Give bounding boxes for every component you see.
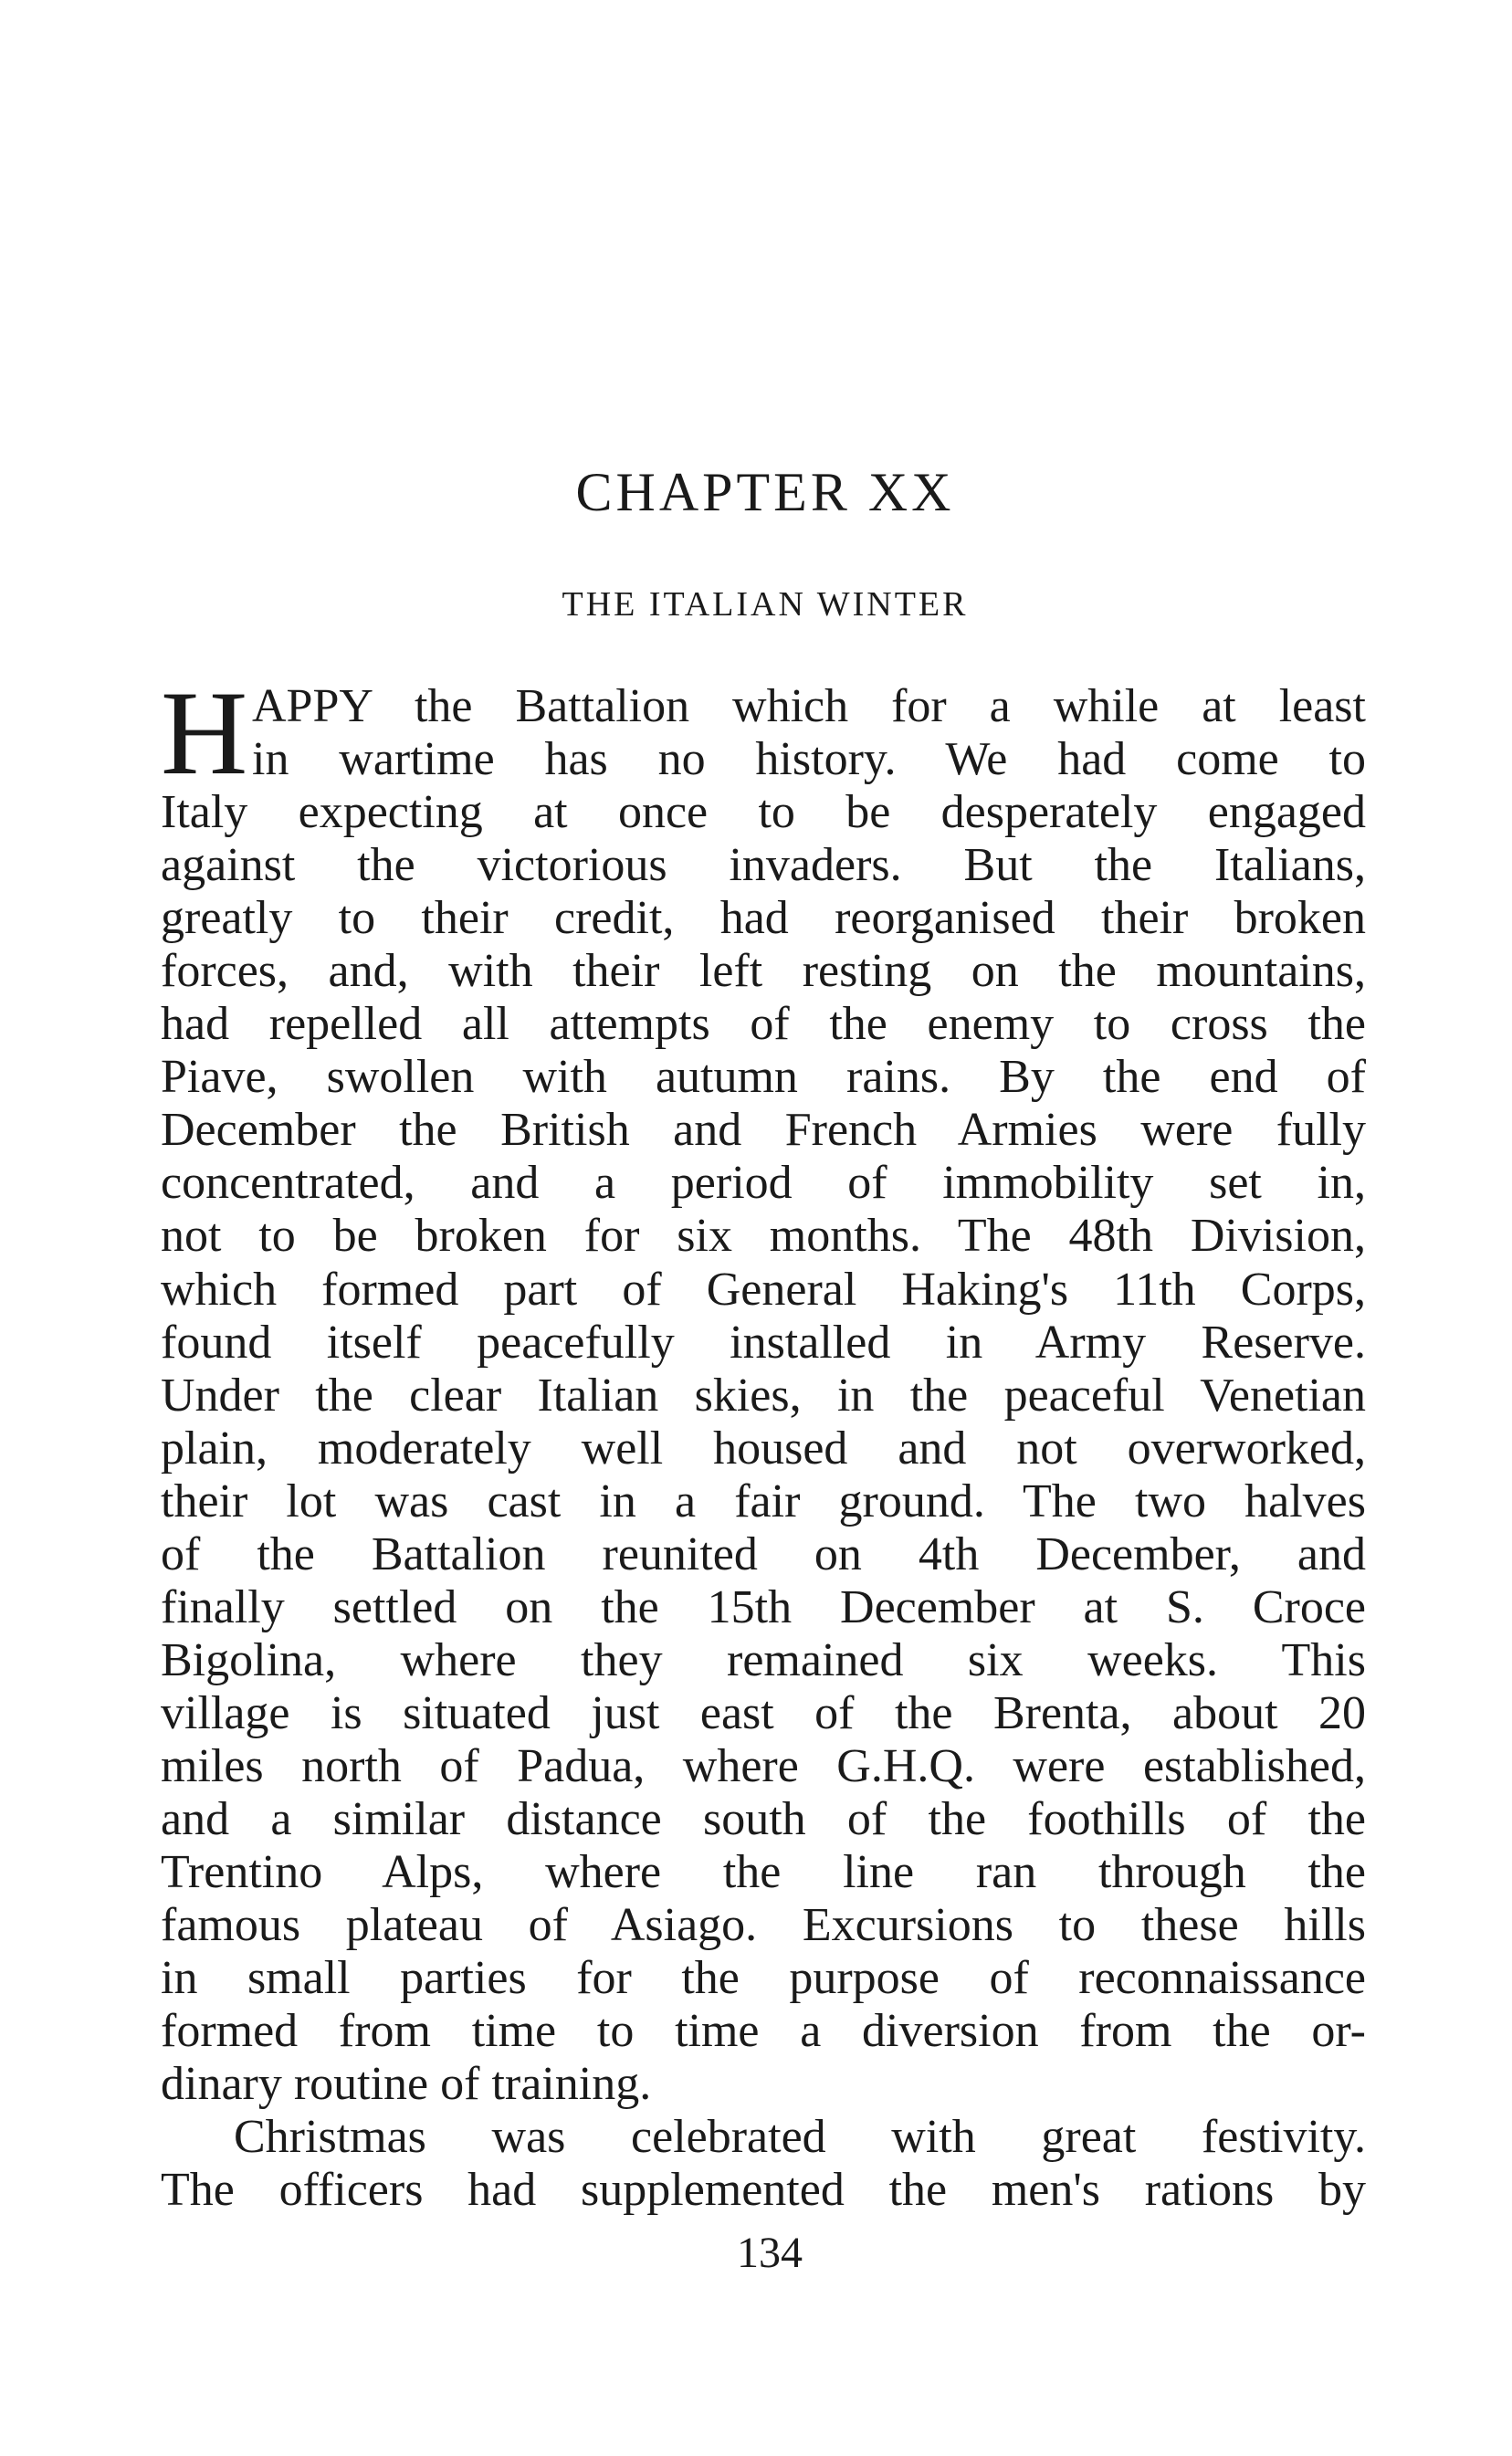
text-line: against the victorious invaders. But the Italians, bbox=[161, 839, 1366, 892]
text-line: finally settled on the 15th December at S. Croce bbox=[161, 1580, 1366, 1633]
body-text bbox=[161, 666, 1366, 2217]
text-line: famous plateau of Asiago. Excursions to these hills bbox=[161, 1899, 1366, 1952]
text-line: formed from time to time a diversion from the or- bbox=[161, 2005, 1366, 2058]
text-line: Under the clear Italian skies, in the peaceful Venetian bbox=[161, 1369, 1366, 1422]
text-line: concentrated, and a period of immobility set in, bbox=[161, 1157, 1366, 1210]
drop-cap: H bbox=[161, 666, 248, 800]
text-line: not to be broken for six months. The 48th Division, bbox=[161, 1210, 1366, 1263]
text-line: forces, and, with their left resting on the mountains, bbox=[161, 945, 1366, 998]
text-line: Italy expecting at once to be desperately engaged bbox=[161, 786, 1366, 839]
text-line: greatly to their credit, had reorganised their broken bbox=[161, 892, 1366, 945]
chapter-title: THE ITALIAN WINTER bbox=[562, 585, 969, 624]
text-line: in wartime has no history. We had come to bbox=[252, 733, 1366, 786]
text-line: which formed part of General Haking's 11th Corps, bbox=[161, 1263, 1366, 1316]
text-line: Piave, swollen with autumn rains. By the end of bbox=[161, 1051, 1366, 1104]
text-line: Trentino Alps, where the line ran through the bbox=[161, 1846, 1366, 1899]
text-line: village is situated just east of the Brenta, about 20 bbox=[161, 1686, 1366, 1739]
chapter-number: CHAPTER XX bbox=[575, 462, 955, 522]
page-number: 134 bbox=[737, 2229, 803, 2277]
text-line: and a similar distance south of the foothills of the bbox=[161, 1792, 1366, 1845]
text-line: December the British and French Armies were fully bbox=[161, 1104, 1366, 1157]
text-line: miles north of Padua, where G.H.Q. were established, bbox=[161, 1739, 1366, 1792]
text-line: had repelled all attempts of the enemy to cross the bbox=[161, 998, 1366, 1051]
text-line: APPY the Battalion which for a while at least bbox=[252, 680, 1366, 732]
text-line: dinary routine of training. bbox=[161, 2058, 652, 2111]
text-line: The officers had supplemented the men's rations by bbox=[161, 2164, 1366, 2217]
text-line: in small parties for the purpose of reconnaissance bbox=[161, 1952, 1366, 2005]
text-line: their lot was cast in a fair ground. The two halves bbox=[161, 1475, 1366, 1527]
text-line: found itself peacefully installed in Army Reserve. bbox=[161, 1316, 1366, 1369]
text-line: of the Battalion reunited on 4th December, and bbox=[161, 1527, 1366, 1580]
text-line: plain, moderately well housed and not overworked, bbox=[161, 1422, 1366, 1475]
text-line: Bigolina, where they remained six weeks. This bbox=[161, 1633, 1366, 1686]
text-line: Christmas was celebrated with great festivity. bbox=[234, 2111, 1366, 2164]
